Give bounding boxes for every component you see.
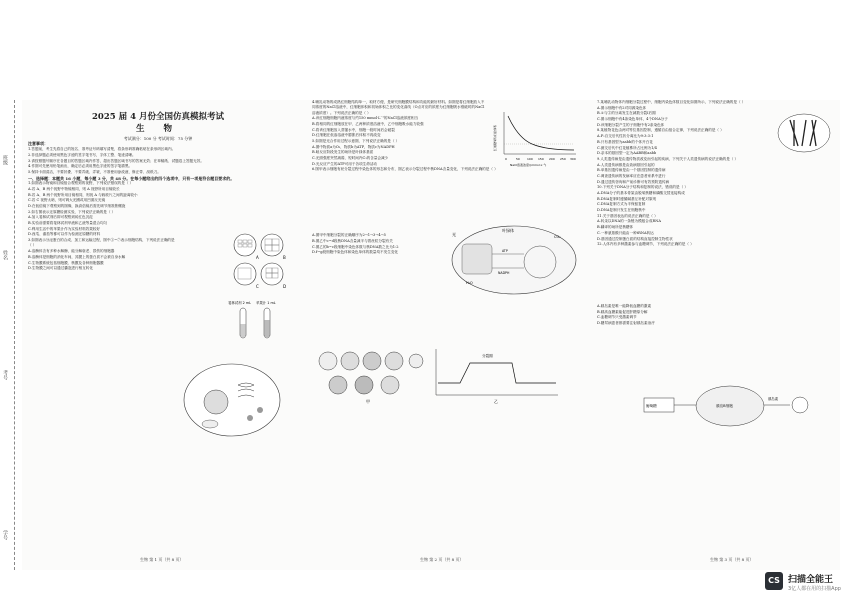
cell-structure-figure [180, 360, 284, 440]
y-axis-label: 红细胞体积/初始体积 [493, 124, 497, 151]
question-option: C.DNA复制方式为半保留复制 [597, 202, 646, 207]
question-text: 2.如右图表示还原糖检测实验，下列说法正确的是（ ） [28, 209, 116, 214]
question-option: A.F₁自交后代性状分离比为9:3:3:1 [597, 134, 654, 139]
field-circle [234, 234, 256, 256]
column-3 [597, 100, 847, 560]
blood-sugar-figure [640, 380, 820, 436]
note-item: 5.保持卡面清洁，不要折叠、不要弄破、弄皱，不准使用涂改液、修正带、刮纸刀。 [28, 169, 161, 174]
cell-image [385, 352, 403, 370]
binding-label-student-no: 学号 [2, 530, 8, 540]
dna-content-chart [430, 345, 562, 407]
cell-image [319, 352, 337, 370]
question-option: D.生物膜之间可以通过囊泡进行相互转化 [28, 266, 93, 271]
thylakoid [462, 244, 492, 274]
question-option: C.血糖调节只受激素调节 [597, 315, 637, 320]
question-option: B.DNA复制时遵循碱基互补配对原则 [597, 196, 657, 201]
figure-label: 分裂期 [482, 354, 493, 358]
question-option: A.转录以DNA的一条链为模板合成RNA [597, 219, 661, 224]
figure-label: 叶绿体 [502, 228, 514, 233]
field-circle [234, 263, 256, 285]
question-option: C.生物膜系统包括细胞膜、核膜及各种细胞器膜 [28, 260, 104, 265]
note-item: 3.请按照题号顺序在各题目的答题区域内作答，超出答题区域书写的答案无效；在草稿纸、试题卷上答题无效。 [28, 158, 204, 163]
question-option: C.光照强度突然减弱，短时间内C₃的含量会减少 [312, 156, 389, 161]
test-tube-figure [226, 298, 284, 350]
question-option: A.胰岛素是唯一能降低血糖的激素 [597, 303, 652, 308]
binding-line [14, 100, 15, 570]
question-option: D.基因通过控制蛋白质的结构直接控制生物性状 [597, 236, 673, 241]
page-footer: 生物 第 2 页（共 8 页） [420, 557, 464, 562]
question-text: 1.如图表示物镜和目镜组合观察到的视野，下列说法错误的是（ ） [28, 181, 134, 186]
question-option: C.图示细胞中有4条染色单体，4个DNA分子 [597, 117, 668, 122]
question-option: B.翻译的场所是核糖体 [597, 225, 634, 230]
question-option: B.图乙中c~d段核DNA含量减半与着丝粒分裂有关 [312, 238, 393, 243]
x-tick-label: 50 [516, 157, 520, 161]
figure-label: H₂O [466, 281, 473, 285]
figure-label: NADPH [498, 271, 510, 275]
question-option: C.图乙的b~c段细胞中染色体数与核DNA数之比为1:2 [312, 244, 399, 249]
volume-curve [508, 116, 574, 150]
binding-label-exam-no: 考号 [2, 370, 8, 380]
cell-image [363, 352, 381, 370]
page-footer: 生物 第 1 页（共 8 页） [140, 557, 184, 562]
question-option: C.利用生活中的苹果汁作为实验材料效果较好 [28, 226, 101, 231]
column-2 [312, 100, 580, 560]
question-option: C.测交后代中红花植株所占比例为1/4 [597, 145, 657, 150]
subject-title: 生 物 [136, 124, 180, 135]
question-text: 4.哺乳动物的成熟红细胞结构单一，取材方便，是研究细胞膜结构和功能的最好材料。如图是将红细胞放入不同浓度的NaCl溶液中，红细胞体积和初始体积之比的变化曲线（O点对应的浓度为红细胞吸水涨破时的NaCl溶液浓度）。下列说法正确的是（ ） [312, 100, 485, 115]
question-option: D.糖尿病患者都需要注射胰岛素治疗 [597, 320, 655, 325]
figure-label: 胰岛B细胞 [716, 404, 733, 408]
page-footer: 生物 第 3 页（共 8 页） [710, 557, 754, 562]
question-text: 12.人体内有多种激素参与血糖调节，下列说法正确的是（ ） [597, 242, 694, 247]
note-item: 4.作图可先使用铅笔画出，确定后必须用黑色字迹的签字笔描黑。 [28, 164, 133, 169]
cell-image [381, 376, 399, 394]
cell-image [409, 354, 423, 368]
question-option: A.图甲中细胞分裂的正确顺序为2→1→3→4→5 [312, 233, 386, 238]
figure-label: 斐林试剂 2 mL [228, 301, 252, 305]
figure-label: 胰岛素 [768, 397, 779, 401]
nucleus [204, 390, 228, 414]
question-option: A.DNA分子的基本骨架由脱氧核糖和磷酸交替连接构成 [597, 191, 685, 195]
question-option: B.溶酶体是细胞的消化车间，其膜上的蛋白质不会被自身水解 [28, 254, 126, 259]
question-option: C.将该红细胞放入蒸馏水中，细胞一段时间后会破裂 [312, 127, 395, 132]
figure-label: C [256, 284, 259, 289]
cell-membrane [184, 364, 280, 436]
figure-label: 乙 [494, 399, 498, 404]
exam-meta: 考试满分：100 分 考试时间：75 分钟 [123, 135, 193, 141]
tube-liquid [241, 324, 246, 337]
exam-title: 2025 届 4 月份全国仿真模拟考试 [92, 112, 224, 122]
figure-label: 葡萄糖 [646, 404, 657, 408]
figure-label: D [283, 284, 286, 289]
binding-strip [0, 100, 22, 570]
question-text: 9.人类遗传病是由遗传物质改变而引起的疾病，下列关于人类遗传病的说法正确的是（ ） [597, 156, 739, 161]
nacl-volume-chart [492, 108, 578, 168]
question-option: D.亲本的基因型一定为AABB和aabb [597, 151, 657, 156]
cell-image [341, 352, 359, 370]
question-option: D.DNA复制只发生在细胞核中 [597, 208, 646, 213]
x-tick-label: 100 [527, 157, 533, 161]
cell-image [329, 376, 347, 394]
question-option: D.西瓜、番茄等都可以作为检测还原糖的材料 [28, 232, 101, 237]
vesicle [247, 415, 253, 421]
question-option: B.只有基因型为aabb的个体开白花 [597, 139, 653, 144]
scanner-tagline: 3亿人都在用的扫描App [788, 586, 841, 592]
question-option: D.光反应产生的ATP可用于各项生命活动 [312, 161, 378, 166]
question-option: B.实验前需要将斐林试剂甲液和乙液等量混合均匀 [28, 221, 108, 226]
figure-label: A [256, 255, 259, 260]
question-text: 8.某植物花色由两对等位基因控制，遵循自由组合定律，下列说法正确的是（ ） [597, 128, 724, 133]
x-tick-label: 300 [570, 157, 576, 161]
question-text: 6.图甲表示细胞有丝分裂过程中染色体的形态和分布，图乙表示分裂过程中核DNA含量变化，下列说法正确的是（ ） [312, 167, 498, 172]
section-heading: 一、选择题：本题共 16 小题，每小题 3 分，共 48 分。在每小题给出的四个选项中，只有一项是符合题目要求的。 [28, 175, 235, 181]
x-tick-label: 150 [538, 157, 544, 161]
microscope-field-figure [232, 232, 286, 290]
question-option: B.将相同的红细胞放在甲、乙两种浓度溶液中，乙中细胞吸水能力较强 [312, 121, 424, 126]
chromosome-figure [776, 112, 832, 154]
scanner-logo-icon: CS [765, 572, 783, 590]
question-option: D.该细胞分裂产生的子细胞中有2条染色体 [597, 122, 665, 127]
question-text: 11.关于基因表达的说法正确的是（ ） [597, 213, 658, 218]
x-tick-label: 200 [549, 157, 555, 161]
question-text: 3.如图表示分泌蛋白的合成、加工和运输过程，图中①~⑦表示细胞结构，下列说法正确的是（ ） [28, 238, 175, 248]
question-option: D.在低倍镜下观察到的图像，换高倍镜后需先调节细准焦螺旋 [28, 204, 126, 209]
question-option: A.若 A、B 两个视野中物镜相同，则 A 视野所用目镜较长 [28, 186, 120, 191]
x-axis-label: NaCl溶液浓度/(mmol·L⁻¹) [510, 163, 547, 167]
question-text: 7.某哺乳动物体内细胞分裂过程中，细胞内染色体数目变化如图所示，下列说法正确的是（ ） [597, 100, 746, 104]
figure-label: ATP [502, 249, 508, 253]
question-option: D.红细胞在低渗溶液中膨胀后体积不再改变 [312, 133, 381, 138]
x-tick-label: 0 [505, 157, 507, 161]
question-option: B.暗反应阶段发生的场所是叶绿体基质 [312, 150, 374, 155]
question-option: A.加入斐林试剂后即可观察到砖红色沉淀 [28, 215, 93, 220]
target-cell [792, 397, 808, 413]
figure-label: CO₂ [554, 235, 561, 239]
question-option: A.图示细胞中有2对同源染色体 [597, 105, 647, 110]
x-tick-label: 250 [560, 157, 566, 161]
photosynthesis-figure [448, 222, 580, 298]
question-option: C.一种氨基酸只能由一种tRNA转运 [597, 230, 654, 235]
question-text: 10.下列关于DNA分子结构和复制的说法，错误的是（ ） [597, 185, 688, 190]
figure-label: 苹果汁 1 mL [256, 301, 276, 305]
question-option: A.图中物质a为O₂，物质b为ATP，物质c为NADPH [312, 144, 395, 149]
tube-liquid [265, 320, 270, 337]
note-item: 1.答题前，考生先将自己的姓名、准考证号码填写清楚，将条形码准确粘贴在条形码区域内。 [28, 147, 176, 152]
question-option: A.人类遗传病都是由致病基因引起的 [597, 162, 655, 167]
question-option: D.f~g段细胞中染色体和染色单体的数量均不发生变化 [312, 250, 399, 255]
question-option: B.胰高血糖素能促进肝糖原分解 [597, 309, 648, 314]
cell-image [355, 376, 373, 394]
mitochondrion [202, 420, 218, 428]
binding-label-class: 班级 [2, 155, 8, 165]
question-option: B.①与②的分离发生在减数分裂Ⅰ后期 [597, 111, 656, 116]
figure-label: B [283, 255, 286, 260]
mitosis-cells-figure [316, 345, 424, 407]
question-option: D.通过遗传咨询和产前诊断可有效预防遗传病 [597, 179, 670, 184]
question-text: 5.如图是光合作用过程示意图，下列说法正确的是（ ） [312, 139, 400, 144]
figure-label: 甲 [366, 399, 370, 404]
note-item: 2.非选择题必须使用黑色字迹的签字笔书写，字体工整、笔迹清晰。 [28, 152, 136, 157]
question-option: B.单基因遗传病是由一个基因控制的遗传病 [597, 168, 666, 173]
figure-spacer [597, 248, 847, 304]
figure-label: 光 [452, 232, 456, 237]
question-option: C.若 C 视野太暗，则可调大光圈或用凹面反光镜 [28, 198, 106, 203]
question-option: A.该红细胞细胞内液浓度与约150 mmol·L⁻¹的NaCl溶液浓度相当 [312, 116, 419, 121]
binding-label-name: 姓名 [2, 250, 8, 260]
question-option: A.溶酶体含有多种水解酶，能分解衰老、损伤的细胞器 [28, 249, 115, 254]
question-option: C.调查遗传病的发病率应在患者家系中进行 [597, 173, 666, 178]
notes-title: 注意事项： [28, 141, 48, 147]
vesicle [257, 407, 263, 413]
question-option: B.若 A、B 两个视野所用目镜相同，则视 A 与载玻片之间的距离较小 [28, 192, 138, 197]
dna-curve [438, 363, 556, 383]
scanner-brand-name: 扫描全能王 [788, 575, 834, 585]
